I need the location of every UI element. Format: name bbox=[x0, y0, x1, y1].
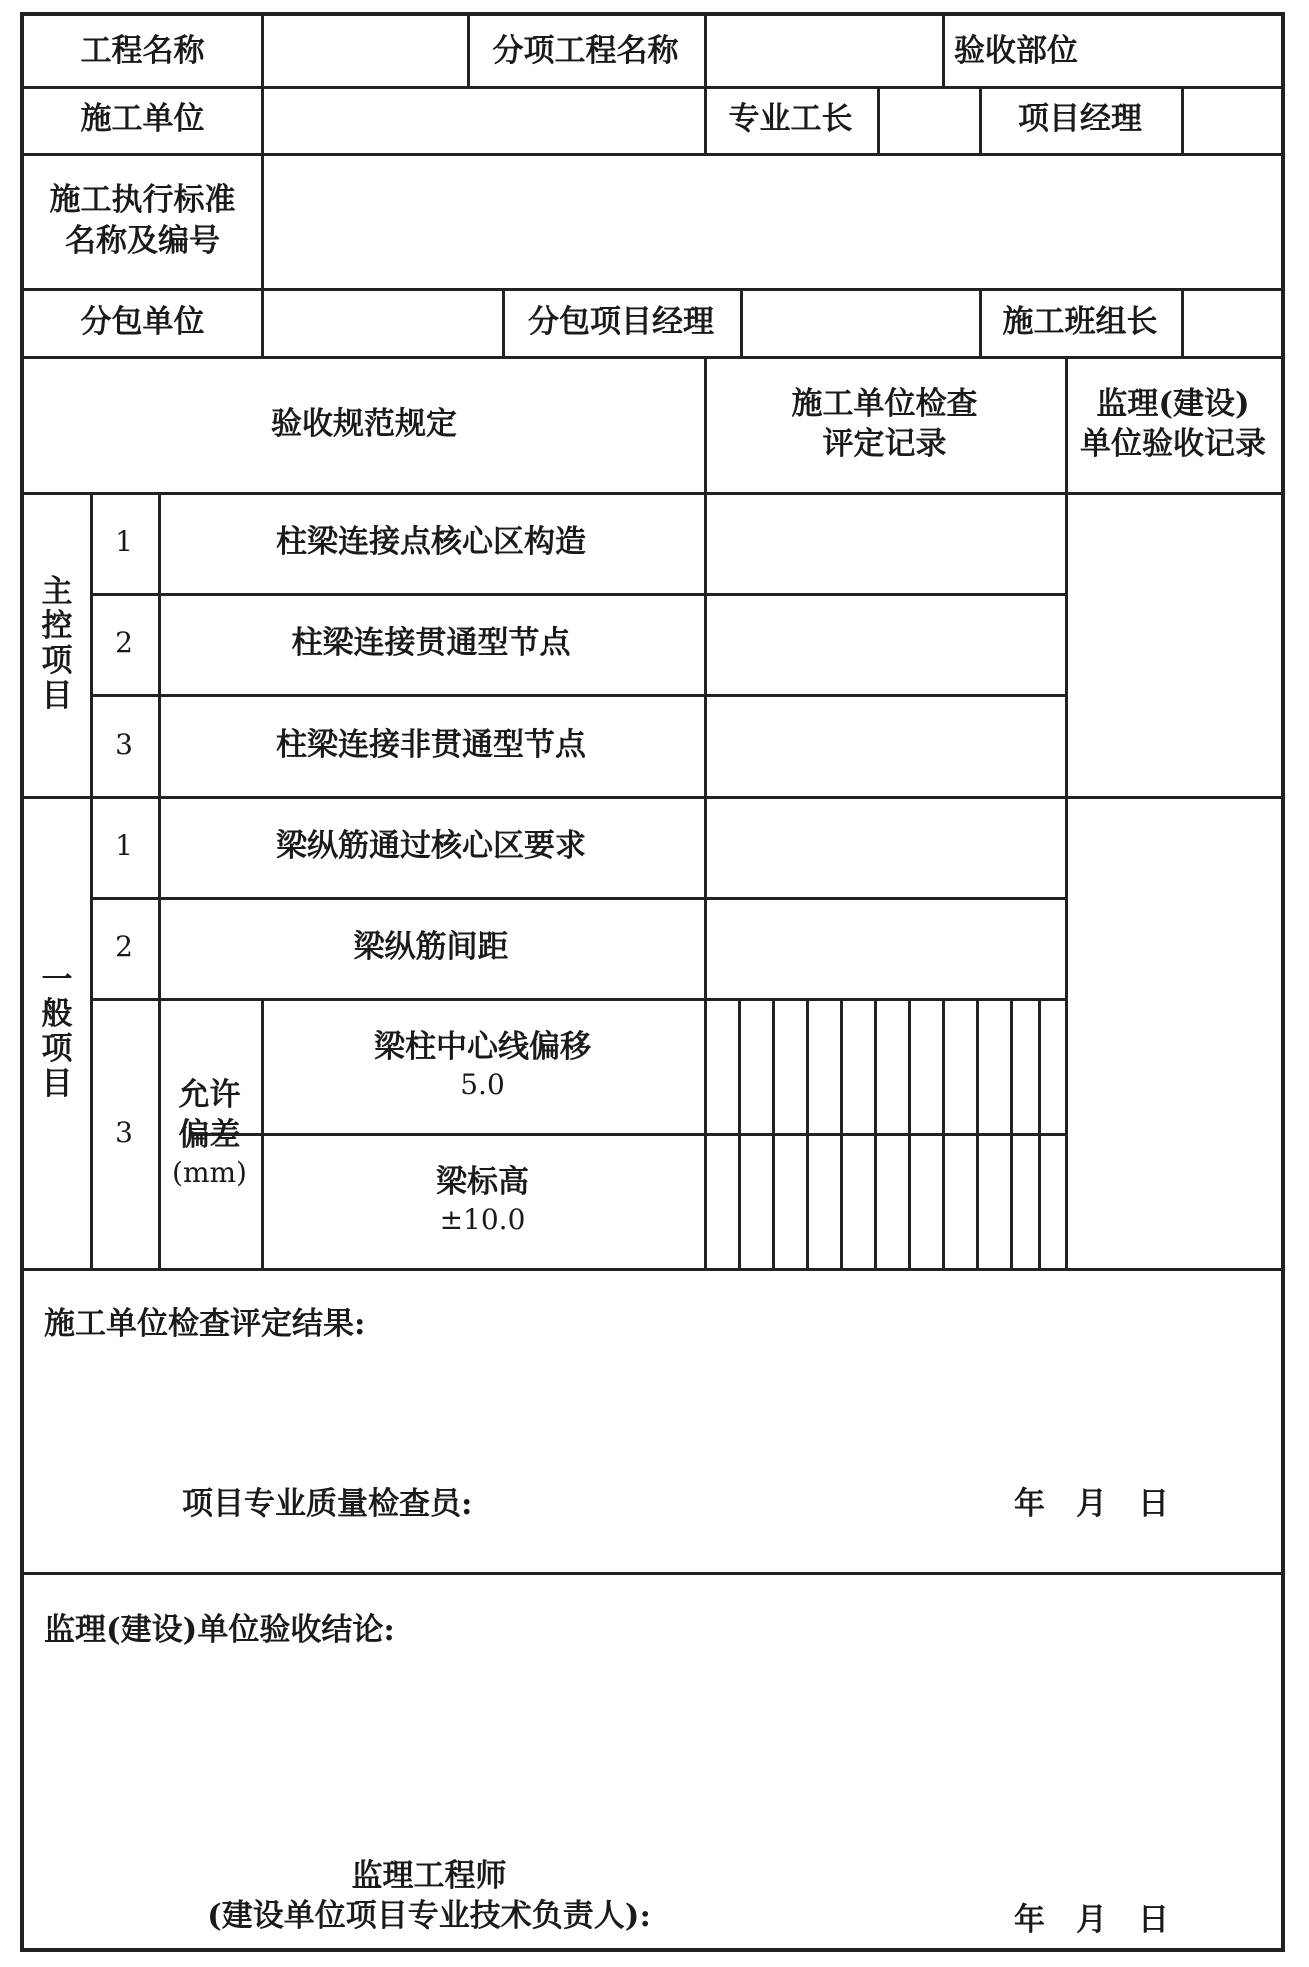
standard-label-line1: 施工执行标准 bbox=[49, 182, 236, 219]
rule bbox=[908, 998, 911, 1268]
tolerance-line2: 偏差 bbox=[178, 1116, 241, 1153]
quality-inspector-label: 项目专业质量检查员: bbox=[182, 1485, 473, 1522]
rule bbox=[806, 998, 809, 1268]
main-item-text: 柱梁连接点核心区构造 bbox=[276, 524, 586, 561]
main-control-label bbox=[24, 492, 90, 796]
rule bbox=[740, 288, 743, 356]
centerline-offset-name: 梁柱中心线偏移 bbox=[374, 1029, 591, 1066]
rule bbox=[976, 998, 979, 1268]
rule bbox=[24, 1572, 1281, 1575]
team-leader-label: 施工班组长 bbox=[1002, 303, 1158, 340]
general-char: 目 bbox=[41, 1065, 73, 1102]
rule bbox=[840, 998, 843, 1268]
rule bbox=[942, 998, 945, 1268]
rule bbox=[261, 16, 264, 356]
main-control-char: 控 bbox=[41, 608, 73, 645]
tolerance-unit: (mm) bbox=[172, 1156, 247, 1190]
centerline-offset-value: 5.0 bbox=[460, 1068, 505, 1102]
rule bbox=[1065, 356, 1068, 1268]
beam-elevation-name: 梁标高 bbox=[436, 1164, 529, 1201]
supervision-engineer-line1: 监理工程师 bbox=[351, 1857, 507, 1894]
check-header-line1: 施工单位检查 bbox=[791, 385, 978, 422]
general-char: 一 bbox=[41, 961, 73, 998]
main-item-number: 2 bbox=[115, 626, 133, 660]
rule bbox=[1181, 288, 1184, 356]
main-item-text: 柱梁连接非贯通型节点 bbox=[276, 726, 586, 763]
project-manager-label: 项目经理 bbox=[1018, 101, 1142, 138]
specialist-foreman-label: 专业工长 bbox=[728, 101, 853, 138]
project-name-label: 工程名称 bbox=[80, 32, 205, 69]
rule bbox=[1038, 998, 1041, 1268]
centerline-offset bbox=[261, 998, 704, 1133]
general-label bbox=[24, 796, 90, 1268]
rule bbox=[24, 1268, 1281, 1271]
result-label: 施工单位检查评定结果: bbox=[44, 1305, 366, 1342]
beam-elevation-value: ±10.0 bbox=[439, 1203, 526, 1237]
general-item-text: 梁纵筋间距 bbox=[353, 929, 509, 966]
general-char: 项 bbox=[41, 1031, 73, 1067]
main-control-char: 项 bbox=[41, 643, 73, 679]
supervision-header-line2: 单位验收记录 bbox=[1080, 426, 1266, 462]
check-column-header bbox=[704, 356, 1065, 492]
general-item-number: 2 bbox=[115, 930, 133, 964]
tolerance-label bbox=[158, 998, 261, 1268]
sub-project-name-label: 分项工程名称 bbox=[492, 32, 679, 69]
general-item-text: 梁纵筋通过核心区要求 bbox=[276, 828, 586, 865]
sub-project-manager-label: 分包项目经理 bbox=[528, 303, 714, 340]
beam-elevation bbox=[261, 1133, 704, 1268]
conclusion-label: 监理(建设)单位验收结论: bbox=[44, 1611, 395, 1648]
rule bbox=[1181, 86, 1184, 153]
rule bbox=[877, 86, 880, 153]
acceptance-form bbox=[20, 12, 1285, 1952]
main-item-number: 3 bbox=[115, 727, 133, 761]
spec-column-header: 验收规范规定 bbox=[271, 405, 457, 442]
supervision-header-line1: 监理(建设) bbox=[1096, 385, 1250, 422]
general-item-number: 1 bbox=[115, 829, 133, 863]
standard-label-line2: 名称及编号 bbox=[65, 222, 220, 259]
conclusion-date: 年 月 日 bbox=[1014, 1901, 1169, 1938]
subcontractor-label: 分包单位 bbox=[80, 303, 205, 340]
main-item-text: 柱梁连接贯通型节点 bbox=[291, 625, 571, 662]
supervision-engineer-line2: (建设单位项目专业技术负责人): bbox=[207, 1898, 651, 1934]
rule bbox=[738, 998, 741, 1268]
rule bbox=[1010, 998, 1013, 1268]
tolerance-line1: 允许 bbox=[178, 1076, 241, 1113]
rule bbox=[772, 998, 775, 1268]
general-char: 般 bbox=[41, 996, 73, 1033]
main-control-char: 目 bbox=[41, 677, 73, 714]
construction-unit-label: 施工单位 bbox=[80, 101, 205, 138]
rule bbox=[704, 356, 707, 1268]
check-header-line2: 评定记录 bbox=[822, 426, 947, 462]
supervision-engineer bbox=[164, 1846, 694, 1946]
main-item-number: 1 bbox=[115, 525, 133, 559]
rule bbox=[874, 998, 877, 1268]
supervision-column-header bbox=[1065, 356, 1281, 492]
result-date: 年 月 日 bbox=[1014, 1485, 1169, 1522]
general-item-number: 3 bbox=[115, 1115, 133, 1149]
standard-label bbox=[24, 153, 261, 288]
acceptance-part-label: 验收部位 bbox=[954, 32, 1078, 69]
main-control-char: 主 bbox=[41, 573, 73, 610]
